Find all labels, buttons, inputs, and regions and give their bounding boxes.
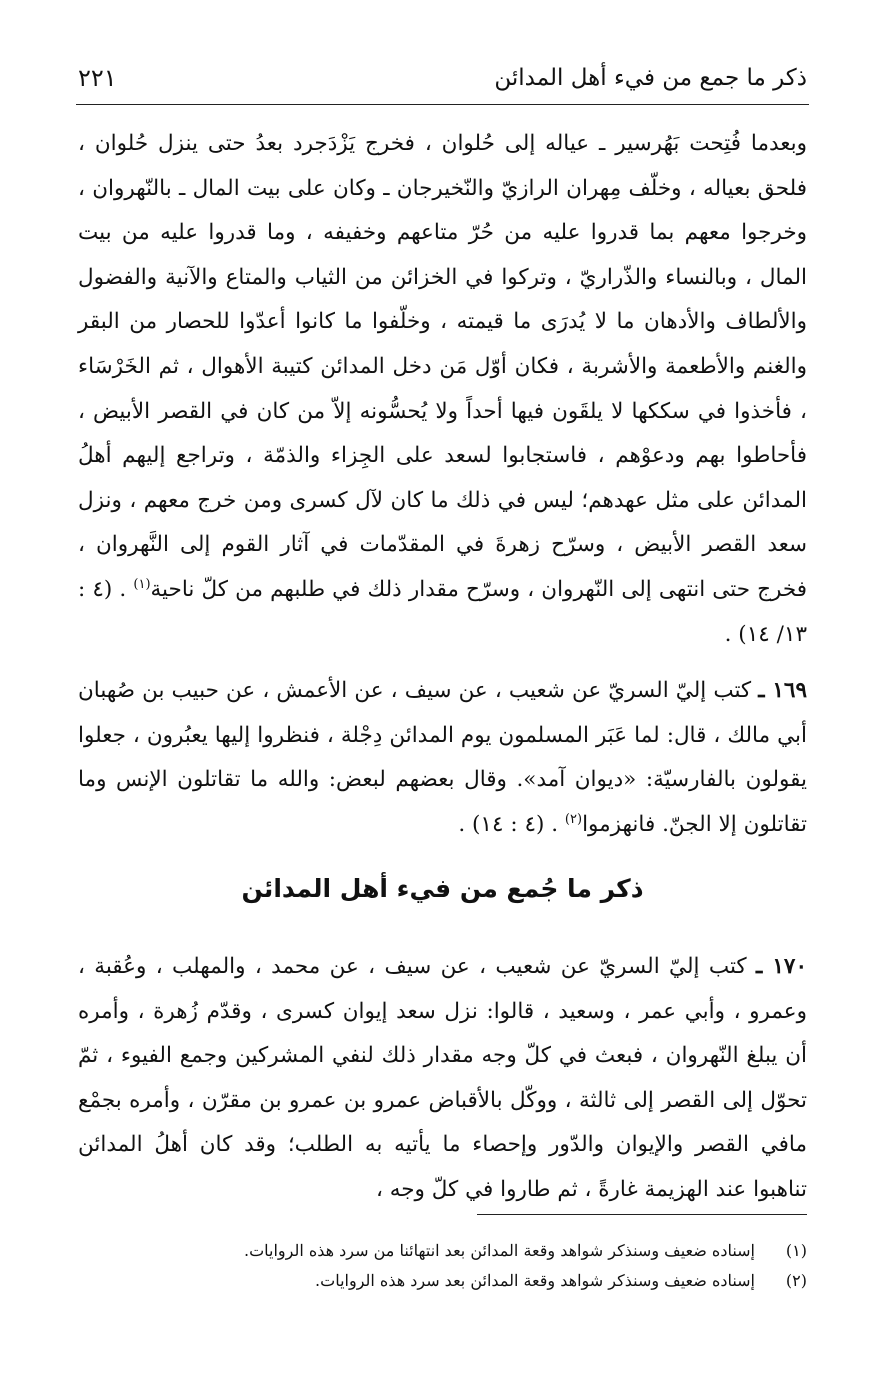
section-heading: ذكر ما جُمع من فيء أهل المدائن	[241, 874, 644, 903]
paragraph-170	[78, 945, 807, 1213]
running-header-title: ذكر ما جمع من فيء أهل المدائن	[494, 65, 807, 91]
running-header	[78, 58, 807, 98]
paragraph-text: وبعدما فُتِحت بَهُرسير ـ عياله إلى حُلوان ، فخرج يَزْدَجرد بعدُ حتى ينزل حُلوان ، فلحق بعياله ، وخلّف مِهران الرازيّ والنّخيرجان ـ وكان على بيت المال ـ بالنّهروان ، وخرجوا معهم بما قدروا عليه من حُرّ متاعهم وخفيفه ، وما قدروا عليه من بيت المال ، وبالنساء والذّراريّ ، وتركوا في الخزائن من الثياب والمتاع والآنية والفضول والألطاف والأدهان ما لا يُدرَى ما قيمته ، وخلّفوا ما كانوا أعدّوا للحصار من البقر والغنم والأطعمة والأشربة ، فكان أوّل مَن دخل المدائن كتيبة الأهوال ، ثم الخَرْسَاء ، فأخذوا في سككها لا يلقَون فيها أحداً ولا يُحسُّونه إلاّ من كان في القصر الأبيض ، فأحاطوا بهم ودعوْهم ، فاستجابوا لسعد على الجِزاء والذمّة ، وتراجع إليهم أهلُ المدائن على مثل عهدهم؛ ليس في ذلك ما كان لآل كسرى ومن خرج معهم ، ونزل سعد القصر الأبيض ، وسرّح زهرةَ في المقدّمات في آثار القوم إلى النَّهروان ، فخرج حتى انتهى إلى النّهروان ، وسرّح مقدار ذلك في طلبهم من كلّ ناحية	[78, 131, 807, 602]
paragraph-citation: . (٤ : ١٣/ ١٤) .	[78, 576, 807, 647]
paragraph-text: كتب إليّ السريّ عن شعيب ، عن سيف ، عن الأعمش ، عن حبيب بن صُهبان أبي مالك ، قال: لما عَبَر المسلمون يوم المدائن دِجْلة ، فنظروا إليها يعبُرون ، جعلوا يقولون بالفارسيّة: «ديوان آمد». وقال بعضهم لبعض: والله ما تقاتلون الإنس وما تقاتلون إلا الجنّ. فانهزموا	[78, 678, 807, 837]
paragraph-169	[78, 669, 807, 847]
paragraph-text: كتب إليّ السريّ عن شعيب ، عن سيف ، عن محمد ، والمهلب ، وعُقبة ، وعمرو ، وأبي عمر ، وسعيد ، قالوا: نزل سعد إيوان كسرى ، وقدّم زُهرة ، وأمره أن يبلغ النّهروان ، فبعث في كلّ وجه مقدار ذلك لنفي المشركين وجمع الفيوء ، ثمّ تحوّل إلى القصر إلى ثالثة ، ووكّل بالأقباض عمرو بن عمرو بن مقرّن ، وأمره بجمْع مافي القصر والإيوان والدّور وإحصاء ما يأتيه به الطلب؛ وقد كان أهلُ المدائن تناهبوا عند الهزيمة غارةً ، ثم طاروا في كلّ وجه ،	[78, 954, 807, 1202]
footnote-number: (٢)	[785, 1271, 807, 1290]
body-text-top	[78, 122, 807, 848]
report-number: ١٧٠ ـ	[756, 954, 807, 979]
paragraph-citation: . (٤ : ١٤) .	[458, 811, 559, 837]
footnote-1	[78, 1236, 807, 1266]
footnote-marker: (٢)	[564, 811, 583, 827]
footnote-text: إسناده ضعيف وسنذكر شواهد وقعة المدائن بعد انتهائنا من سرد هذه الروايات.	[243, 1241, 755, 1260]
paragraph-continued	[78, 122, 807, 657]
footnote-text: إسناده ضعيف وسنذكر شواهد وقعة المدائن بعد سرد هذه الروايات.	[315, 1271, 755, 1290]
footnotes	[78, 1236, 807, 1296]
header-divider	[76, 104, 809, 105]
footnote-2	[78, 1266, 807, 1296]
page-number: ٢٢١	[78, 64, 117, 92]
footnote-divider	[477, 1214, 807, 1215]
body-text-bottom	[78, 945, 807, 1213]
report-number: ١٦٩ ـ	[758, 678, 807, 704]
footnote-marker: (١)	[133, 576, 151, 592]
footnote-number: (١)	[785, 1241, 807, 1260]
